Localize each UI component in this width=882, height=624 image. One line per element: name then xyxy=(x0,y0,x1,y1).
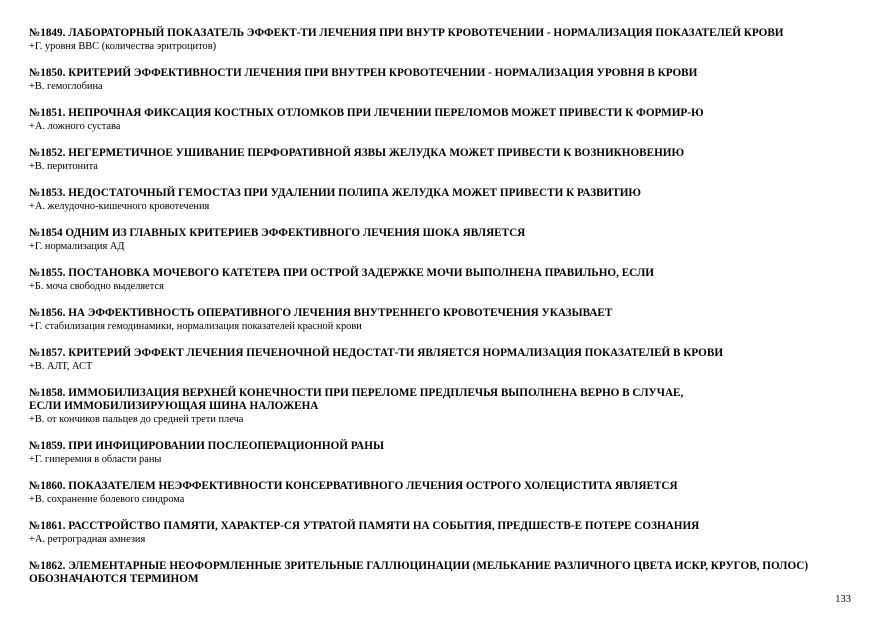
question-text: №1852. НЕГЕРМЕТИЧНОЕ УШИВАНИЕ ПЕРФОРАТИВНОЙ ЯЗВЫ ЖЕЛУДКА МОЖЕТ ПРИВЕСТИ К ВОЗНИКНОВЕНИЮ xyxy=(29,147,685,159)
answer-text: +В. гемоглобина xyxy=(29,81,103,92)
answer-text: +А. ретроградная амнезия xyxy=(29,534,146,545)
question-item-1854 xyxy=(29,227,849,253)
question-item-1862 xyxy=(29,560,849,586)
question-text: №1850. КРИТЕРИЙ ЭФФЕКТИВНОСТИ ЛЕЧЕНИЯ ПРИ ВНУТРЕН КРОВОТЕЧЕНИИ - НОРМАЛИЗАЦИЯ УРОВНЯ В КРОВИ xyxy=(29,67,698,79)
question-item-1859 xyxy=(29,440,849,466)
answer-text: +Г. стабилизация гемодинамики, нормализация показателей красной крови xyxy=(29,321,362,332)
question-item-1855 xyxy=(29,267,849,293)
answer-text: +А. ложного сустава xyxy=(29,121,121,132)
question-text: №1858. ИММОБИЛИЗАЦИЯ ВЕРХНЕЙ КОНЕЧНОСТИ ПРИ ПЕРЕЛОМЕ ПРЕДПЛЕЧЬЯ ВЫПОЛНЕНА ВЕРНО В СЛУЧАЕ, xyxy=(29,387,684,399)
question-text: №1859. ПРИ ИНФИЦИРОВАНИИ ПОСЛЕОПЕРАЦИОННОЙ РАНЫ xyxy=(29,440,384,452)
question-text: №1853. НЕДОСТАТОЧНЫЙ ГЕМОСТАЗ ПРИ УДАЛЕНИИ ПОЛИПА ЖЕЛУДКА МОЖЕТ ПРИВЕСТИ К РАЗВИТИЮ xyxy=(29,187,642,199)
answer-text: +В. АЛТ, АСТ xyxy=(29,361,93,372)
question-text: №1849. ЛАБОРАТОРНЫЙ ПОКАЗАТЕЛЬ ЭФФЕКТ-ТИ ЛЕЧЕНИЯ ПРИ ВНУТР КРОВОТЕЧЕНИИ - НОРМАЛИЗАЦИЯ ПОКАЗАТЕЛЕЙ КРОВИ xyxy=(29,27,784,39)
answer-text: +Г. гиперемия в области раны xyxy=(29,454,162,465)
question-text: №1857. КРИТЕРИЙ ЭФФЕКТ ЛЕЧЕНИЯ ПЕЧЕНОЧНОЙ НЕДОСТАТ-ТИ ЯВЛЯЕТСЯ НОРМАЛИЗАЦИЯ ПОКАЗАТЕЛЕЙ В КРОВИ xyxy=(29,347,724,359)
question-text: №1861. РАССТРОЙСТВО ПАМЯТИ, ХАРАКТЕР-СЯ УТРАТОЙ ПАМЯТИ НА СОБЫТИЯ, ПРЕДШЕСТВ-Е ПОТЕРЕ СОЗНАНИЯ xyxy=(29,520,700,532)
answer-text: +Г. уровня ВВС (количества эритроцитов) xyxy=(29,41,217,52)
question-text: №1862. ЭЛЕМЕНТАРНЫЕ НЕОФОРМЛЕННЫЕ ЗРИТЕЛЬНЫЕ ГАЛЛЮЦИНАЦИИ (МЕЛЬКАНИЕ РАЗЛИЧНОГО ЦВЕТА ИСКР, КРУГОВ, ПОЛОС) xyxy=(29,560,809,572)
answer-text: +В. от кончиков пальцев до средней трети плеча xyxy=(29,414,244,425)
answer-text: +А. желудочно-кишечного кровотечения xyxy=(29,201,210,212)
answer-text: +В. сохранение болевого синдрома xyxy=(29,494,185,505)
document-page xyxy=(29,27,849,600)
answer-text: +Г. нормализация АД xyxy=(29,241,125,252)
question-item-1852 xyxy=(29,147,849,173)
question-text: №1860. ПОКАЗАТЕЛЕМ НЕЭФФЕКТИВНОСТИ КОНСЕРВАТИВНОГО ЛЕЧЕНИЯ ОСТРОГО ХОЛЕЦИСТИТА ЯВЛЯЕТСЯ xyxy=(29,480,678,492)
question-text-continued: ОБОЗНАЧАЮТСЯ ТЕРМИНОМ xyxy=(29,573,199,585)
question-item-1860 xyxy=(29,480,849,506)
answer-text: +Б. моча свободно выделяется xyxy=(29,281,164,292)
question-item-1853 xyxy=(29,187,849,213)
question-text: №1851. НЕПРОЧНАЯ ФИКСАЦИЯ КОСТНЫХ ОТЛОМКОВ ПРИ ЛЕЧЕНИИ ПЕРЕЛОМОВ МОЖЕТ ПРИВЕСТИ К ФОРМИР-Ю xyxy=(29,107,704,119)
question-item-1858 xyxy=(29,387,849,426)
question-text-continued: ЕСЛИ ИММОБИЛИЗИРУЮЩАЯ ШИНА НАЛОЖЕНА xyxy=(29,400,319,412)
page-number: 133 xyxy=(835,594,851,605)
question-item-1856 xyxy=(29,307,849,333)
question-item-1850 xyxy=(29,67,849,93)
question-text: №1854 ОДНИМ ИЗ ГЛАВНЫХ КРИТЕРИЕВ ЭФФЕКТИВНОГО ЛЕЧЕНИЯ ШОКА ЯВЛЯЕТСЯ xyxy=(29,227,526,239)
question-item-1851 xyxy=(29,107,849,133)
question-item-1849 xyxy=(29,27,849,53)
question-item-1861 xyxy=(29,520,849,546)
question-item-1857 xyxy=(29,347,849,373)
question-text: №1856. НА ЭФФЕКТИВНОСТЬ ОПЕРАТИВНОГО ЛЕЧЕНИЯ ВНУТРЕННЕГО КРОВОТЕЧЕНИЯ УКАЗЫВАЕТ xyxy=(29,307,613,319)
question-text: №1855. ПОСТАНОВКА МОЧЕВОГО КАТЕТЕРА ПРИ ОСТРОЙ ЗАДЕРЖКЕ МОЧИ ВЫПОЛНЕНА ПРАВИЛЬНО, ЕСЛИ xyxy=(29,267,654,279)
answer-text: +В. перитонита xyxy=(29,161,98,172)
